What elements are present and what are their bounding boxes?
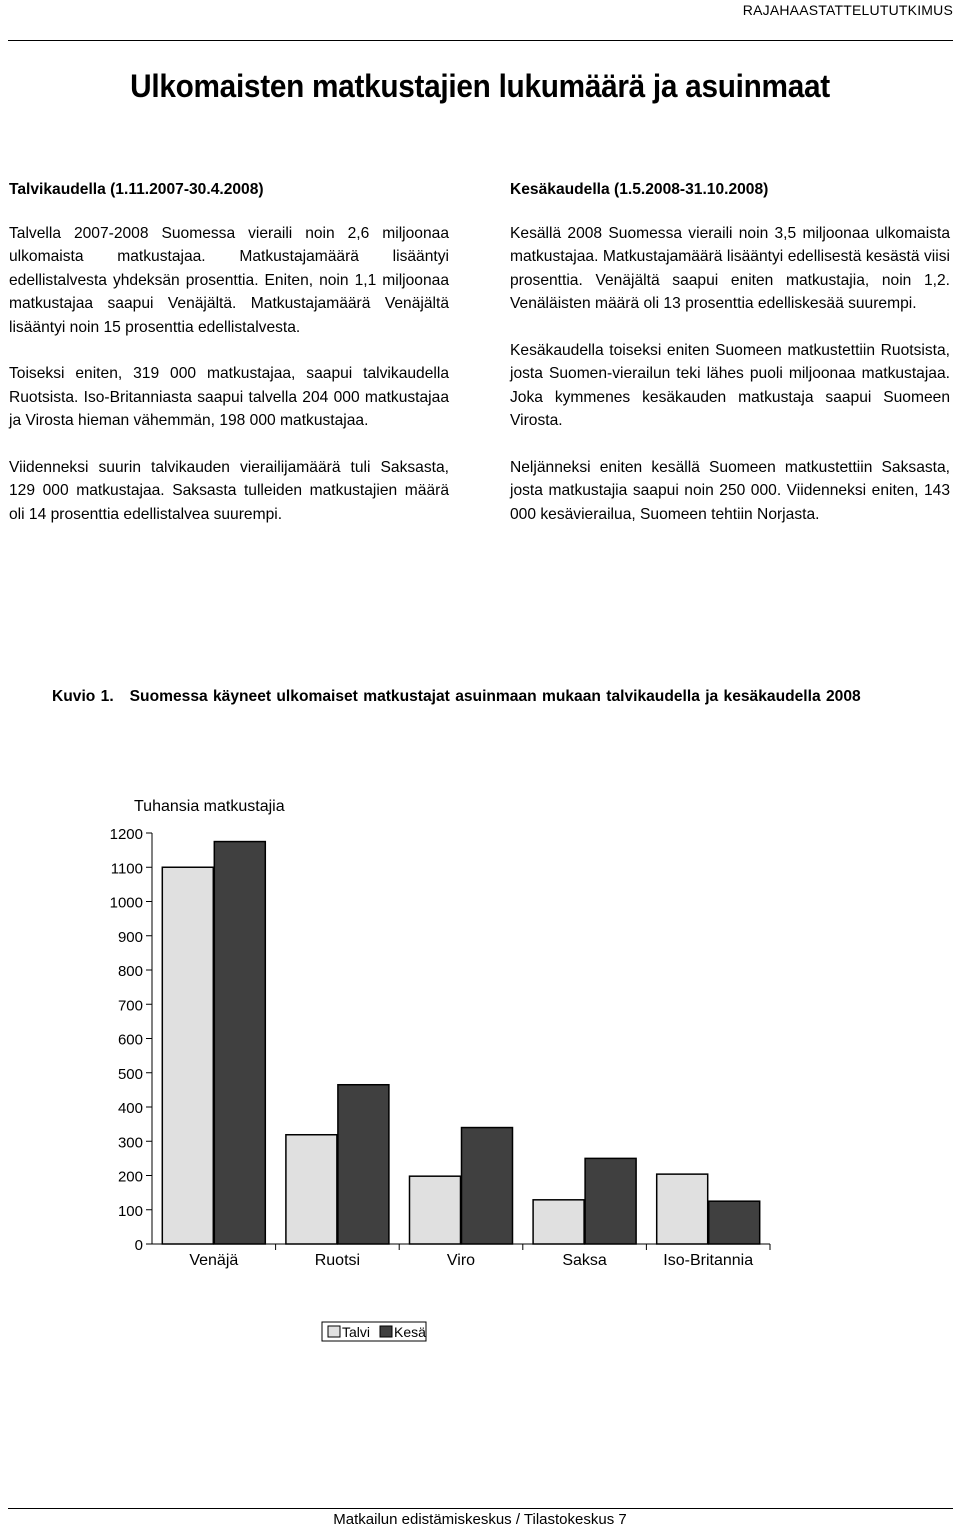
figure-label: Kuvio 1. xyxy=(52,688,114,705)
y-tick-label: 500 xyxy=(117,1065,143,1083)
figure-caption-text: Suomessa käyneet ulkomaiset matkustajat asuinmaan mukaan talvikaudella ja kesäkaudella 2008 xyxy=(129,688,861,705)
y-tick-label: 100 xyxy=(117,1202,143,1220)
y-tick-label: 300 xyxy=(117,1134,143,1152)
winter-paragraph-2: Toiseksi eniten, 319 000 matkustajaa, saapui talvikaudella Ruotsista. Iso-Britanniasta saapui talvella 204 000 matkustajaa ja Virosta hieman vähemmän, 198 000 matkustajaa. xyxy=(9,365,449,429)
summer-paragraph-1: Kesällä 2008 Suomessa vieraili noin 3,5 miljoonaa ulkomaista matkustajaa. Matkustajamäärä lisääntyi edellisestä kesästä viisi prosenttia. Venäjältä saapui eniten matkustajia, noin 1,2. Venäläisten määrä oli 13 prosenttia edelliskesää suurempi. xyxy=(510,224,950,312)
page-title: Ulkomaisten matkustajien lukumäärä ja asuinmaat xyxy=(130,68,830,104)
y-tick-label: 400 xyxy=(117,1100,143,1117)
figure-caption xyxy=(52,688,861,706)
winter-paragraph-1: Talvella 2007-2008 Suomessa vieraili noin 2,6 miljoonaa ulkomaista matkustajaa. Matkustajamäärä lisääntyi edellistalvesta yhdeksän prosenttia. Eniten, noin 1,1 miljoonaa matkustajaa saapui Venäjältä. Matkustajamäärä Venäjältä lisääntyi noin 15 prosenttia edellistalvesta. xyxy=(9,224,449,336)
x-tick-label: Venäjä xyxy=(189,1252,239,1269)
running-head: RAJAHAASTATTELUTUTKIMUS xyxy=(742,2,953,18)
summer-paragraph-3: Neljänneksi eniten kesällä Suomeen matkustettiin Saksasta, josta matkustajia saapui noin 250 000. Viidenneksi eniten, 143 000 kesävierailua, Suomeen tehtiin Norjasta. xyxy=(510,458,950,523)
legend-label-kesä: Kesä xyxy=(394,1324,426,1340)
y-tick-label: 1200 xyxy=(109,826,143,843)
y-tick-label: 0 xyxy=(134,1237,143,1254)
summer-heading: Kesäkaudella (1.5.2008-31.10.2008) xyxy=(510,181,769,198)
legend-swatch-kesä xyxy=(380,1326,392,1337)
bar-kesä-2 xyxy=(462,1128,513,1244)
summer-column xyxy=(510,178,950,549)
y-tick-label: 900 xyxy=(117,928,143,946)
bar-talvi-3 xyxy=(533,1200,584,1244)
bar-chart xyxy=(0,780,960,1380)
summer-paragraph-2: Kesäkaudella toiseksi eniten Suomeen matkustettiin Ruotsista, josta Suomen-vierailun teki lähes puoli miljoonaa matkustajaa. Joka kymmenes kesäkauden matkustaja saapui Suomeen Virosta. xyxy=(510,341,950,429)
y-tick-label: 1100 xyxy=(110,860,143,878)
y-tick-label: 600 xyxy=(117,1031,143,1049)
bar-chart-svg xyxy=(0,780,960,1380)
y-tick-label: 200 xyxy=(117,1168,143,1186)
bar-kesä-4 xyxy=(709,1201,760,1244)
bar-talvi-1 xyxy=(286,1135,337,1244)
winter-heading: Talvikaudella (1.11.2007-30.4.2008) xyxy=(9,181,264,198)
bar-talvi-0 xyxy=(162,867,213,1244)
x-tick-label: Iso-Britannia xyxy=(663,1252,754,1269)
y-tick-label: 800 xyxy=(117,963,143,980)
legend-label-talvi: Talvi xyxy=(342,1324,371,1340)
winter-paragraph-3: Viidenneksi suurin talvikauden vierailijamäärä tuli Saksasta, 129 000 matkustajaa. Saksasta tulleiden matkustajien määrä oli 14 prosenttia edellistalvea suurempi. xyxy=(9,458,449,523)
y-tick-label: 700 xyxy=(117,997,143,1015)
y-axis-title: Tuhansia matkustajia xyxy=(134,798,285,815)
x-tick-label: Viro xyxy=(446,1252,476,1269)
x-tick-label: Ruotsi xyxy=(314,1252,361,1269)
legend-swatch-talvi xyxy=(328,1326,340,1337)
footer-rule xyxy=(8,1508,953,1509)
y-tick-label: 1000 xyxy=(109,894,143,912)
footer: Matkailun edistämiskeskus / Tilastokeskus 7 xyxy=(333,1511,627,1528)
header-rule xyxy=(8,40,953,41)
bar-kesä-0 xyxy=(214,842,265,1244)
bar-talvi-4 xyxy=(657,1174,708,1244)
x-tick-label: Saksa xyxy=(562,1252,607,1269)
bar-kesä-3 xyxy=(585,1158,636,1244)
bar-kesä-1 xyxy=(338,1085,389,1244)
winter-column xyxy=(9,178,449,549)
bar-talvi-2 xyxy=(410,1176,461,1244)
